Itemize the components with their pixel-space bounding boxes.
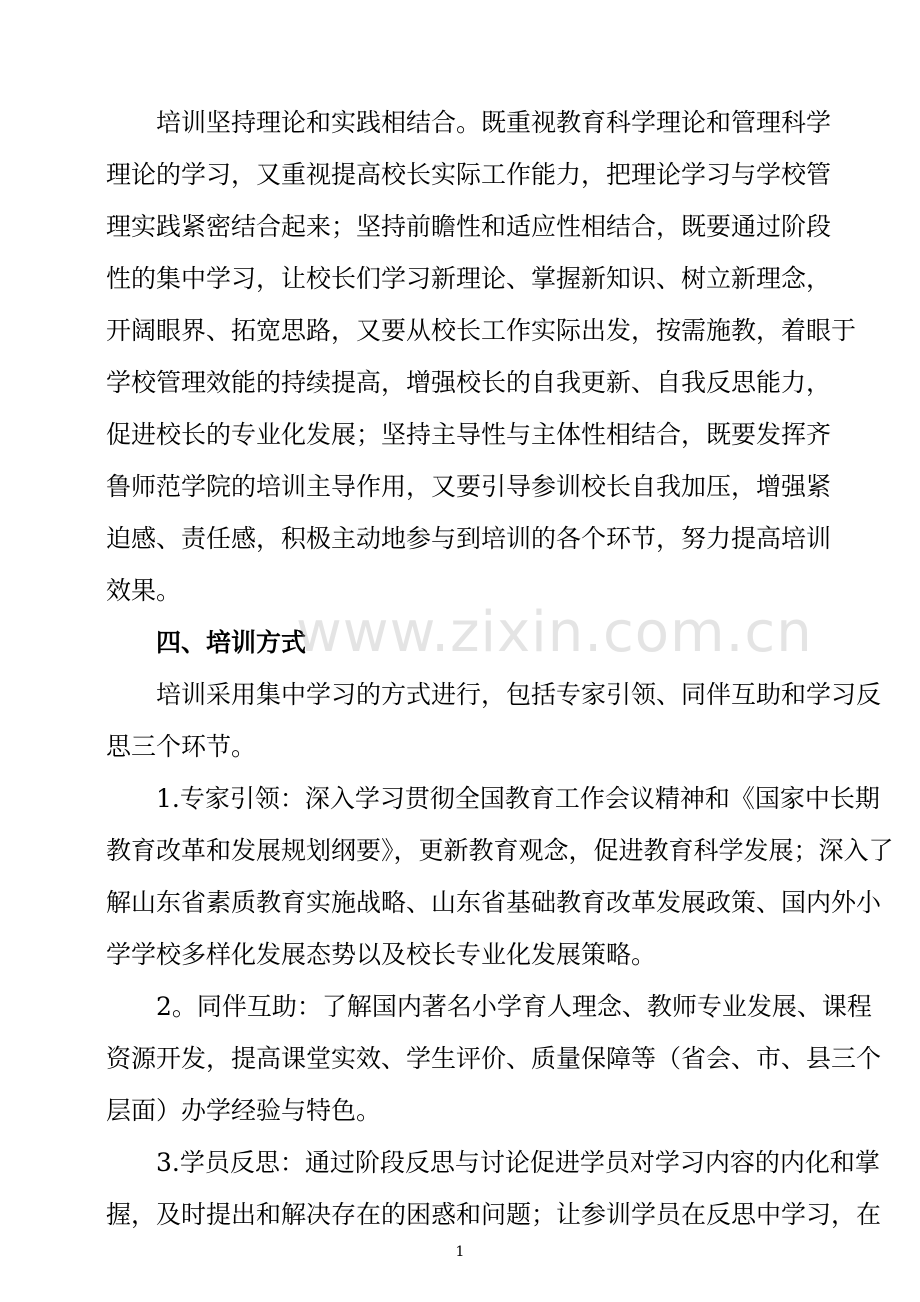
paragraph-line: 学校管理效能的持续提高，增强校长的自我更新、自我反思能力， — [106, 368, 832, 397]
paragraph-line: 鲁师范学院的培训主导作用，又要引导参训校长自我加压，增强紧 — [106, 472, 832, 501]
paragraph-line: 资源开发，提高课堂实效、学生评价、质量保障等（省会、市、县三个 — [106, 1044, 882, 1073]
paragraph-line: 解山东省素质教育实施战略、山东省基础教育改革发展政策、国内外小 — [106, 888, 882, 917]
paragraph-line: 理实践紧密结合起来；坚持前瞻性和适应性相结合，既要通过阶段 — [106, 212, 832, 241]
paragraph-line: 学学校多样化发展态势以及校长专业化发展策略。 — [106, 940, 657, 969]
paragraph-line: 层面）办学经验与特色。 — [106, 1096, 382, 1125]
paragraph-line: 效果。 — [106, 576, 182, 605]
paragraph-line: 促进校长的专业化发展；坚持主导性与主体性相结合，既要发挥齐 — [106, 420, 832, 449]
paragraph-line: 2。同伴互助：了解国内著名小学育人理念、教师专业发展、课程 — [156, 992, 872, 1021]
paragraph-line: 握，及时提出和解决存在的困惑和问题；让参训学员在反思中学习，在 — [106, 1200, 882, 1229]
paragraph-line: 培训坚持理论和实践相结合。既重视教育科学理论和管理科学 — [156, 108, 832, 137]
paragraph-line: 思三个环节。 — [106, 732, 257, 761]
paragraph-line: 理论的学习，又重视提高校长实际工作能力，把理论学习与学校管 — [106, 160, 832, 189]
page-number: 1 — [455, 1244, 465, 1260]
paragraph-line: 1.专家引领：深入学习贯彻全国教育工作会议精神和《国家中长期 — [156, 784, 880, 813]
paragraph-line: 教育改革和发展规划纲要》，更新教育观念，促进教育科学发展；深入了 — [106, 836, 894, 865]
paragraph-line: 3.学员反思：通过阶段反思与讨论促进学员对学习内容的内化和掌 — [156, 1148, 880, 1177]
paragraph-line: 性的集中学习，让校长们学习新理论、掌握新知识、树立新理念， — [106, 264, 832, 293]
paragraph-line: 迫感、责任感，积极主动地参与到培训的各个环节，努力提高培训 — [106, 524, 832, 553]
section-heading: 四、培训方式 — [156, 628, 307, 657]
paragraph-line: 开阔眼界、拓宽思路，又要从校长工作实际出发，按需施教，着眼于 — [106, 316, 857, 345]
watermark: www.zixin.com.cn — [296, 600, 813, 665]
paragraph-line: 培训采用集中学习的方式进行，包括专家引领、同伴互助和学习反 — [156, 680, 882, 709]
